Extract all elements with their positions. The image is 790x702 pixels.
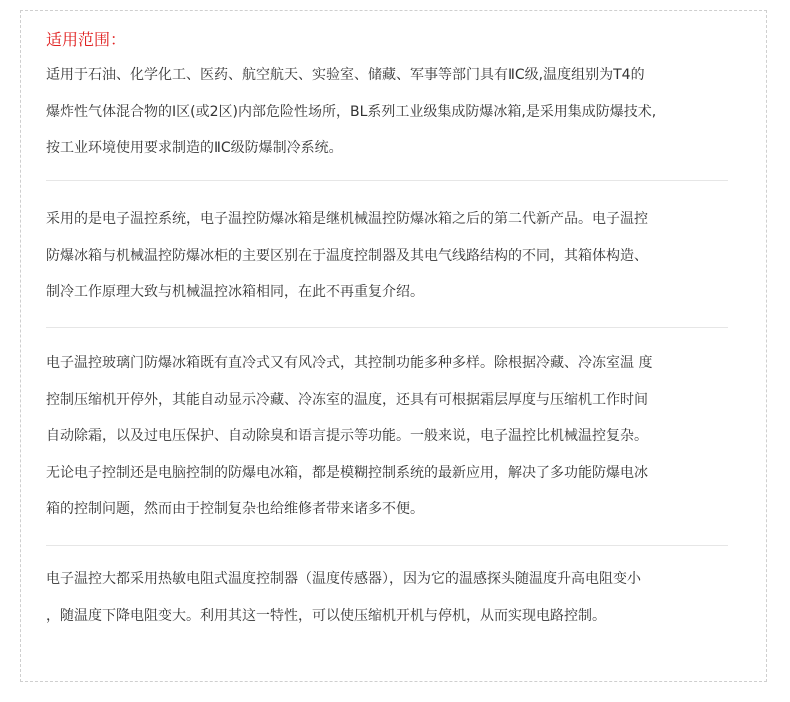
paragraph-line: 爆炸性气体混合物的Ⅰ区(或2区)内部危险性场所，BL系列工业级集成防爆冰箱,是采用集成防爆技术, <box>46 103 657 120</box>
paragraph-line: 电子温控玻璃门防爆冰箱既有直冷式又有风冷式，其控制功能多种多样。除根据冷藏、冷冻室温 度 <box>46 355 653 371</box>
paragraph-line: ，随温度下降电阻变大。利用其这一特性，可以使压缩机开机与停机，从而实现电路控制。 <box>46 607 606 624</box>
paragraph-electronic-control <box>46 201 746 311</box>
divider <box>46 327 728 328</box>
section-title: 适用范围： <box>46 30 127 49</box>
paragraph-line: 自动除霜，以及过电压保护、自动除臭和语言提示等功能。一般来说，电子温控比机械温控复杂。 <box>46 428 648 444</box>
paragraph-line: 箱的控制问题，然而由于控制复杂也给维修者带来诸多不便。 <box>46 501 424 517</box>
paragraph-thermistor <box>46 561 746 634</box>
paragraph-line: 适用于石油、化学化工、医药、航空航天、实验室、储藏、军事等部门具有ⅡC级,温度组别为T4的 <box>46 67 645 83</box>
divider <box>46 180 728 181</box>
paragraph-glass-door <box>46 345 746 528</box>
divider <box>46 545 728 546</box>
paragraph-scope <box>46 57 746 167</box>
paragraph-line: 采用的是电子温控系统，电子温控防爆冰箱是继机械温控防爆冰箱之后的第二代新产品。电子温控 <box>46 211 648 227</box>
paragraph-line: 防爆冰箱与机械温控防爆冰柜的主要区别在于温度控制器及其电气线路结构的不同，其箱体构造、 <box>46 247 648 264</box>
paragraph-line: 制冷工作原理大致与机械温控冰箱相同，在此不再重复介绍。 <box>46 284 424 300</box>
paragraph-line: 按工业环境使用要求制造的ⅡC级防爆制冷系统。 <box>46 140 343 156</box>
paragraph-line: 控制压缩机开停外，其能自动显示冷藏、冷冻室的温度，还具有可根据霜层厚度与压缩机工作时间 <box>46 391 648 408</box>
paragraph-line: 电子温控大都采用热敏电阻式温度控制器（温度传感器），因为它的温感探头随温度升高电阻变小 <box>46 571 641 587</box>
paragraph-line: 无论电子控制还是电脑控制的防爆电冰箱，都是模糊控制系统的最新应用，解决了多功能防爆电冰 <box>46 464 648 481</box>
